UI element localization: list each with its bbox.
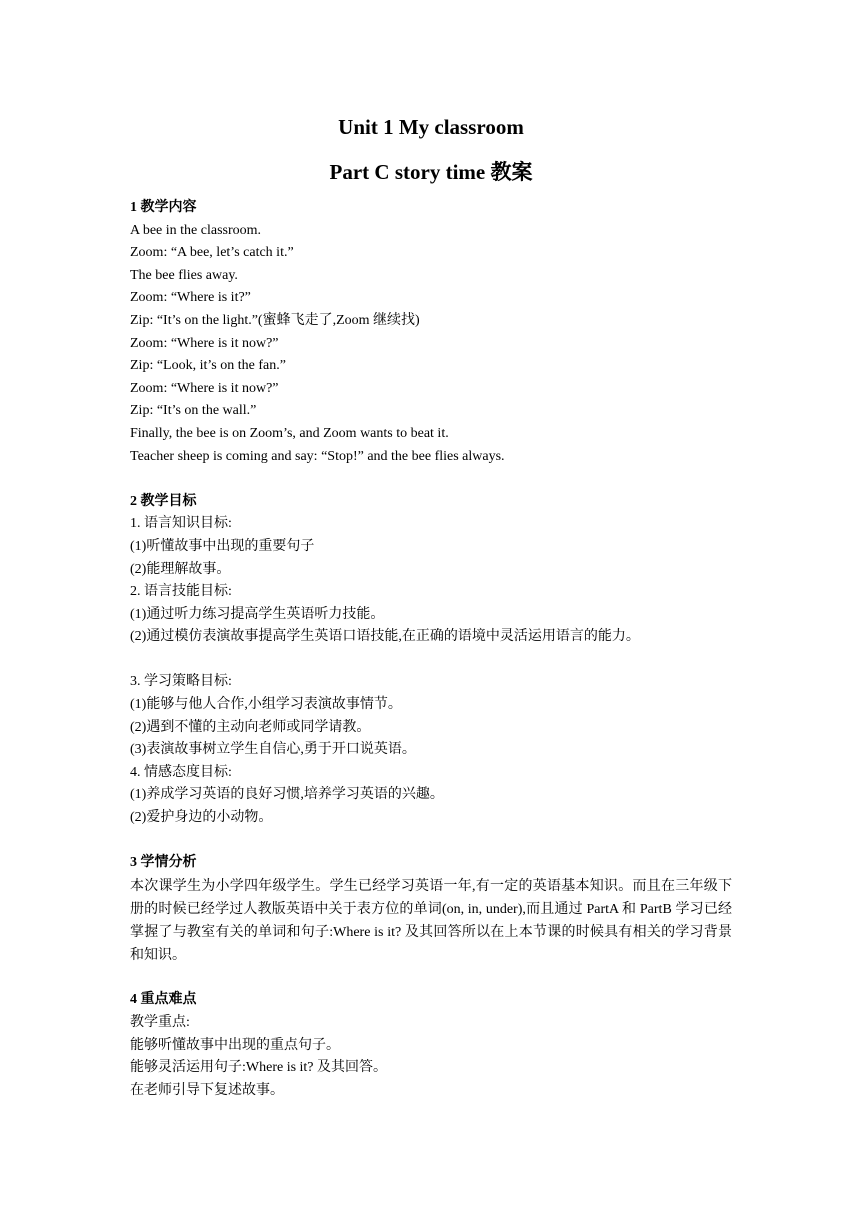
content-line: A bee in the classroom. [130,222,262,238]
content-line: Zoom: “Where is it now?” [130,380,279,396]
content-line: The bee flies away. [130,267,238,283]
content-line: Zoom: “Where is it now?” [130,335,279,351]
key-point-line: 能够灵活运用句子:Where is it? 及其回答。 [130,1060,388,1076]
goal-line: (1)养成学习英语的良好习惯,培养学习英语的兴趣。 [130,787,444,803]
content-line: Zip: “It’s on the light.”(蜜蜂飞走了,Zoom 继续找) [130,312,420,328]
key-point-line: 教学重点: [130,1015,190,1030]
key-point-line: 能够听懂故事中出现的重点句子。 [130,1037,340,1053]
content-line: Zoom: “A bee, let’s catch it.” [130,245,294,261]
content-line: Teacher sheep is coming and say: “Stop!” and the bee flies always. [130,448,505,464]
document-subtitle: Part C story time 教案 [329,160,533,184]
content-line: Zip: “Look, it’s on the fan.” [130,358,286,374]
key-point-line: 在老师引导下复述故事。 [130,1082,284,1098]
content-line: Zoom: “Where is it?” [130,290,251,306]
section-heading: 4 重点难点 [130,992,197,1008]
goal-line: (2)爱护身边的小动物。 [130,810,273,826]
section-heading: 3 学情分析 [130,855,197,871]
document-title: Unit 1 My classroom [338,115,524,139]
goal-line: 2. 语言技能目标: [130,584,232,600]
goal-line: (1)听懂故事中出现的重要句子 [130,538,315,554]
content-line: Finally, the bee is on Zoom’s, and Zoom wants to beat it. [130,425,449,441]
document-page [130,112,732,1102]
goal-line: (3)表演故事树立学生自信心,勇于开口说英语。 [130,742,416,758]
goal-line: 3. 学习策略目标: [130,674,232,690]
section-teaching-content [130,197,732,468]
section-heading: 2 教学目标 [130,493,197,509]
section-heading: 1 教学内容 [130,200,197,215]
content-line: Zip: “It’s on the wall.” [130,403,257,419]
section-key-points [130,989,732,1102]
section-student-analysis [130,852,732,967]
analysis-paragraph: 本次课学生为小学四年级学生。学生已经学习英语一年,有一定的英语基本知识。而且在三年级下册的时候已经学过人教版英语中关于表方位的单词(on, in, under),而且通过 PartA 和 PartB 学习已经掌握了与教室有关的单词和句子:Where is it? 及其回答所以在上本节课的时候具有相关的学习背景和知识。 [130,878,732,963]
goal-line: (2)遇到不懂的主动向老师或同学请教。 [130,719,371,735]
section-teaching-goals [130,491,732,830]
goal-line: (1)通过听力练习提高学生英语听力技能。 [130,606,385,622]
goal-line: (2)能理解故事。 [130,561,231,577]
goal-line: 4. 情感态度目标: [130,764,232,780]
goal-line: 1. 语言知识目标: [130,516,232,532]
goal-line: (2)通过模仿表演故事提高学生英语口语技能,在正确的语境中灵活运用语言的能力。 [130,629,640,645]
goal-line: (1)能够与他人合作,小组学习表演故事情节。 [130,697,402,713]
